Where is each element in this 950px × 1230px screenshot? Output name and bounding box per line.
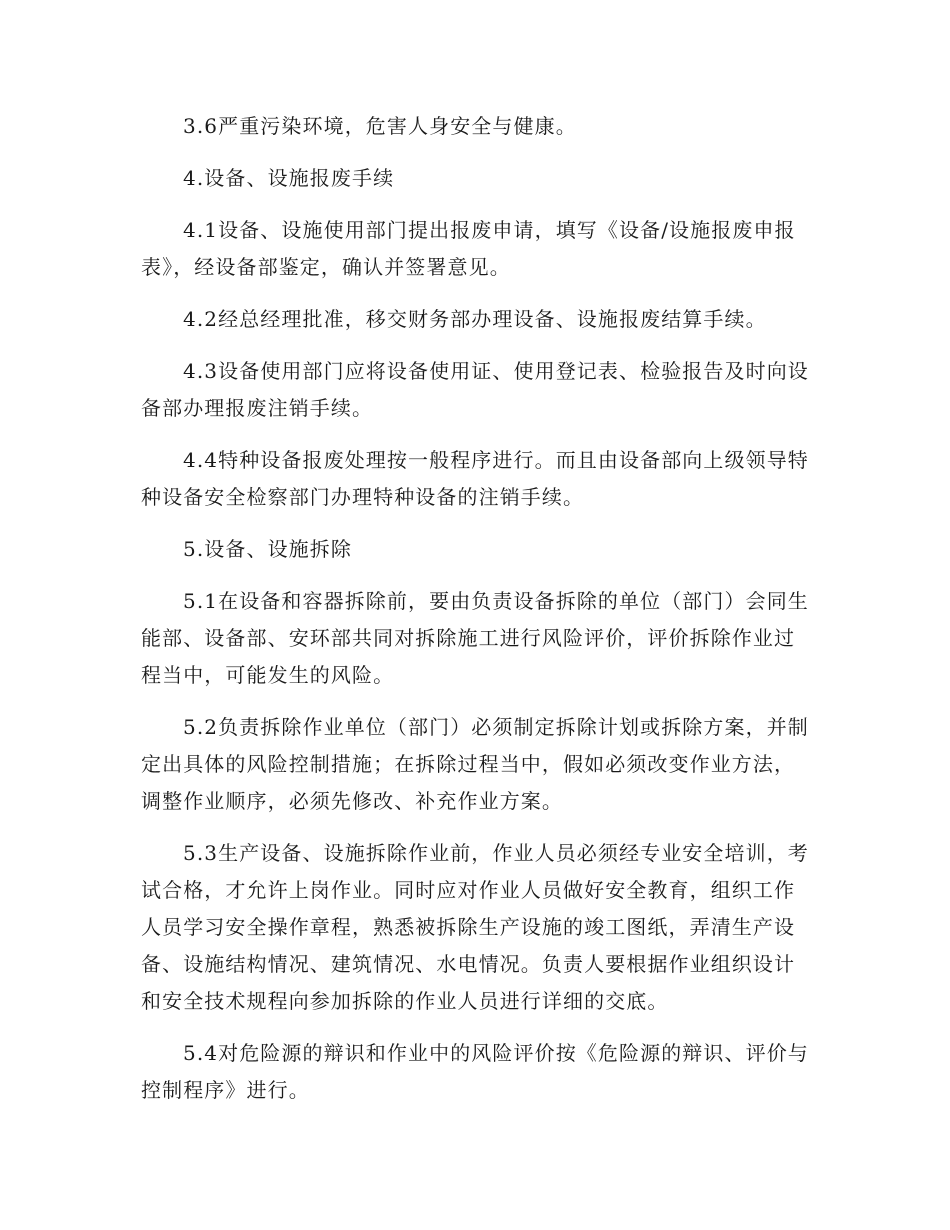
paragraph-5-1: 5.1在设备和容器拆除前，要由负责设备拆除的单位（部门）会同生能部、设备部、安环部共同对拆除施工进行风险评价，评价拆除作业过程当中，可能发生的风险。: [141, 589, 809, 687]
paragraph-4-3: 4.3设备使用部门应将设备使用证、使用登记表、检验报告及时向设备部办理报废注销手续。: [141, 359, 809, 420]
paragraph-4-1: 4.1设备、设施使用部门提出报废申请，填写《设备/设施报废申报表》，经设备部鉴定，确认并签署意见。: [141, 218, 796, 279]
paragraph-5-4: 5.4对危险源的辩识和作业中的风险评价按《危险源的辩识、评价与控制程序》进行。: [141, 1041, 809, 1102]
paragraph-4-2: 4.2经总经理批准，移交财务部办理设备、设施报废结算手续。: [183, 307, 767, 331]
paragraph-3-6: 3.6严重污染环境，危害人身安全与健康。: [183, 114, 577, 138]
section-heading-5: 5.设备、设施拆除: [183, 537, 352, 561]
paragraph-5-2: 5.2负责拆除作业单位（部门）必须制定拆除计划或拆除方案，并制定出具体的风险控制措施；在拆除过程当中，假如必须改变作业方法，调整作业顺序，必须先修改、补充作业方案。: [141, 715, 809, 813]
paragraph-5-3: 5.3生产设备、设施拆除作业前，作业人员必须经专业安全培训，考试合格，才允许上岗作业。同时应对作业人员做好安全教育，组织工作人员学习安全操作章程，熟悉被拆除生产设施的竣工图纸，弄清生产设备、设施结构情况、建筑情况、水电情况。负责人要根据作业组织设计和安全技术规程向参加拆除的作业人员进行详细的交底。: [141, 841, 809, 1013]
section-heading-4: 4.设备、设施报废手续: [183, 166, 395, 190]
paragraph-4-4: 4.4特种设备报废处理按一般程序进行。而且由设备部向上级领导特种设备安全检察部门办理特种设备的注销手续。: [141, 448, 809, 509]
document-body: [141, 108, 813, 1124]
